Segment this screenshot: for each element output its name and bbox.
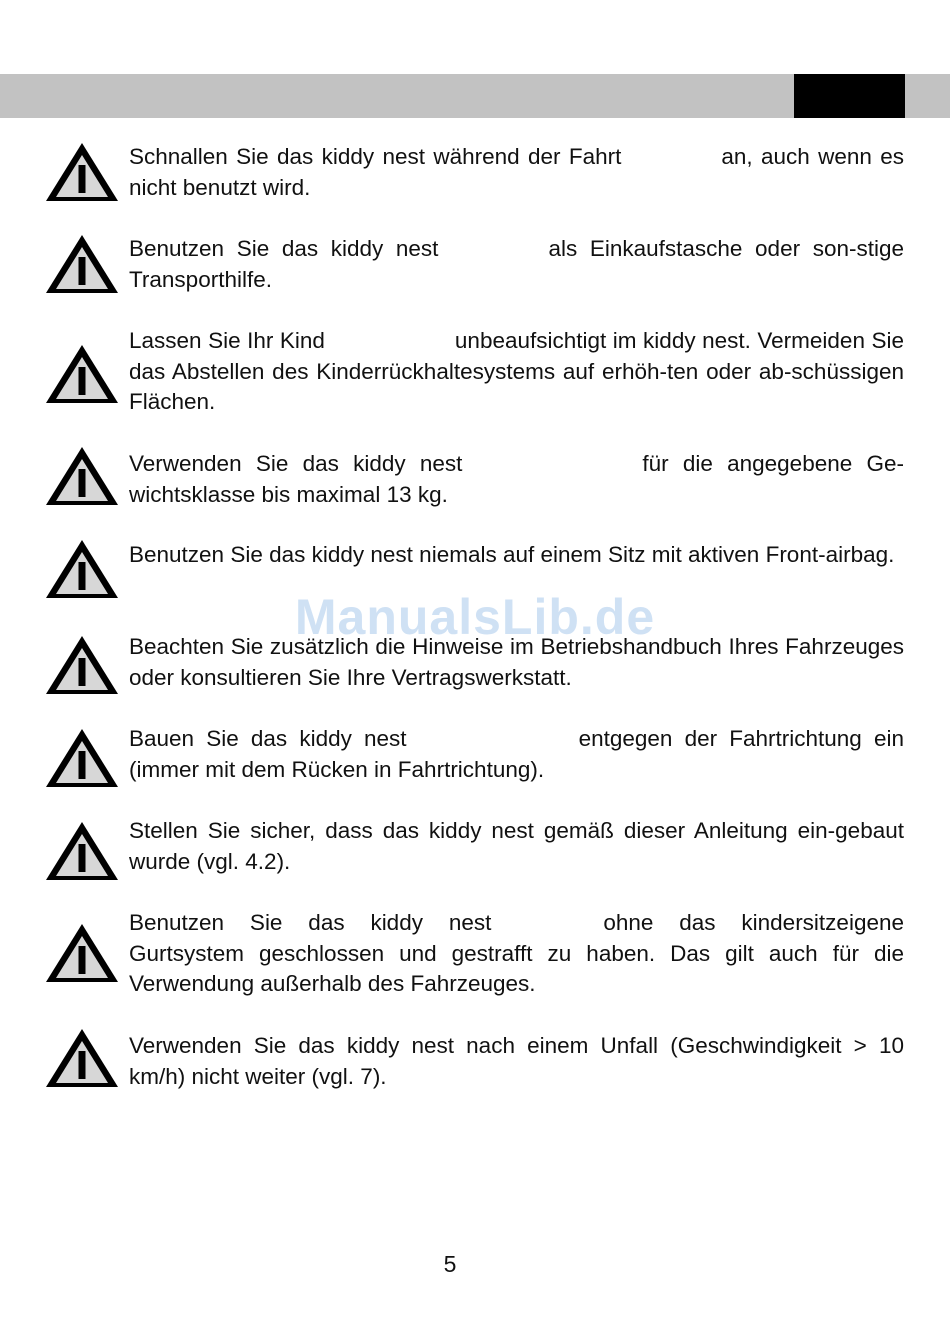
warning-text: Bauen Sie das kiddy nest entgegen der Fahrtrichtung ein (immer mit dem Rücken in Fahrtrichtung). <box>129 726 904 782</box>
watermark: ManualsLib.de <box>294 589 656 645</box>
page-number: 5 <box>443 1251 457 1277</box>
warning-text: Stellen Sie sicher, dass das kiddy nest gemäß dieser Anleitung ein-gebaut wurde (vgl. 4.2). <box>129 818 904 874</box>
warning-text: Lassen Sie Ihr Kind unbeaufsichtigt im kiddy nest. Vermeiden Sie das Abstellen des Kinderrückhaltesystems auf erhöh-ten oder ab-schüssigen Flächen. <box>129 328 904 414</box>
warning-text: Benutzen Sie das kiddy nest niemals auf einem Sitz mit aktiven Front-airbag. <box>129 542 895 567</box>
warning-text: Verwenden Sie das kiddy nest für die angegebene Ge-wichtsklasse bis maximal 13 kg. <box>129 451 904 507</box>
warning-triangle-icon <box>44 141 120 203</box>
warning-triangle-icon <box>44 233 120 295</box>
header-black-block <box>794 74 905 118</box>
warning-triangle-icon <box>44 922 120 984</box>
warning-triangle-icon <box>44 343 120 405</box>
warning-triangle-icon <box>44 727 120 789</box>
warning-triangle-icon <box>44 1027 120 1089</box>
warning-text: Beachten Sie zusätzlich die Hinweise im Betriebshandbuch Ihres Fahrzeuges oder konsultieren Sie Ihre Vertragswerkstatt. <box>129 634 904 690</box>
warning-text: Verwenden Sie das kiddy nest nach einem Unfall (Geschwindigkeit > 10 km/h) nicht weiter (vgl. 7). <box>129 1033 904 1089</box>
warning-text: Benutzen Sie das kiddy nest ohne das kindersitzeigene Gurtsystem geschlossen und gestrafft zu haben. Das gilt auch für die Verwendung außerhalb des Fahrzeuges. <box>129 910 904 996</box>
warning-triangle-icon <box>44 445 120 507</box>
warning-text: Benutzen Sie das kiddy nest als Einkaufstasche oder son-stige Transporthilfe. <box>129 236 904 292</box>
warning-text: Schnallen Sie das kiddy nest während der Fahrt an, auch wenn es nicht benutzt wird. <box>129 144 905 200</box>
warning-triangle-icon <box>44 820 120 882</box>
